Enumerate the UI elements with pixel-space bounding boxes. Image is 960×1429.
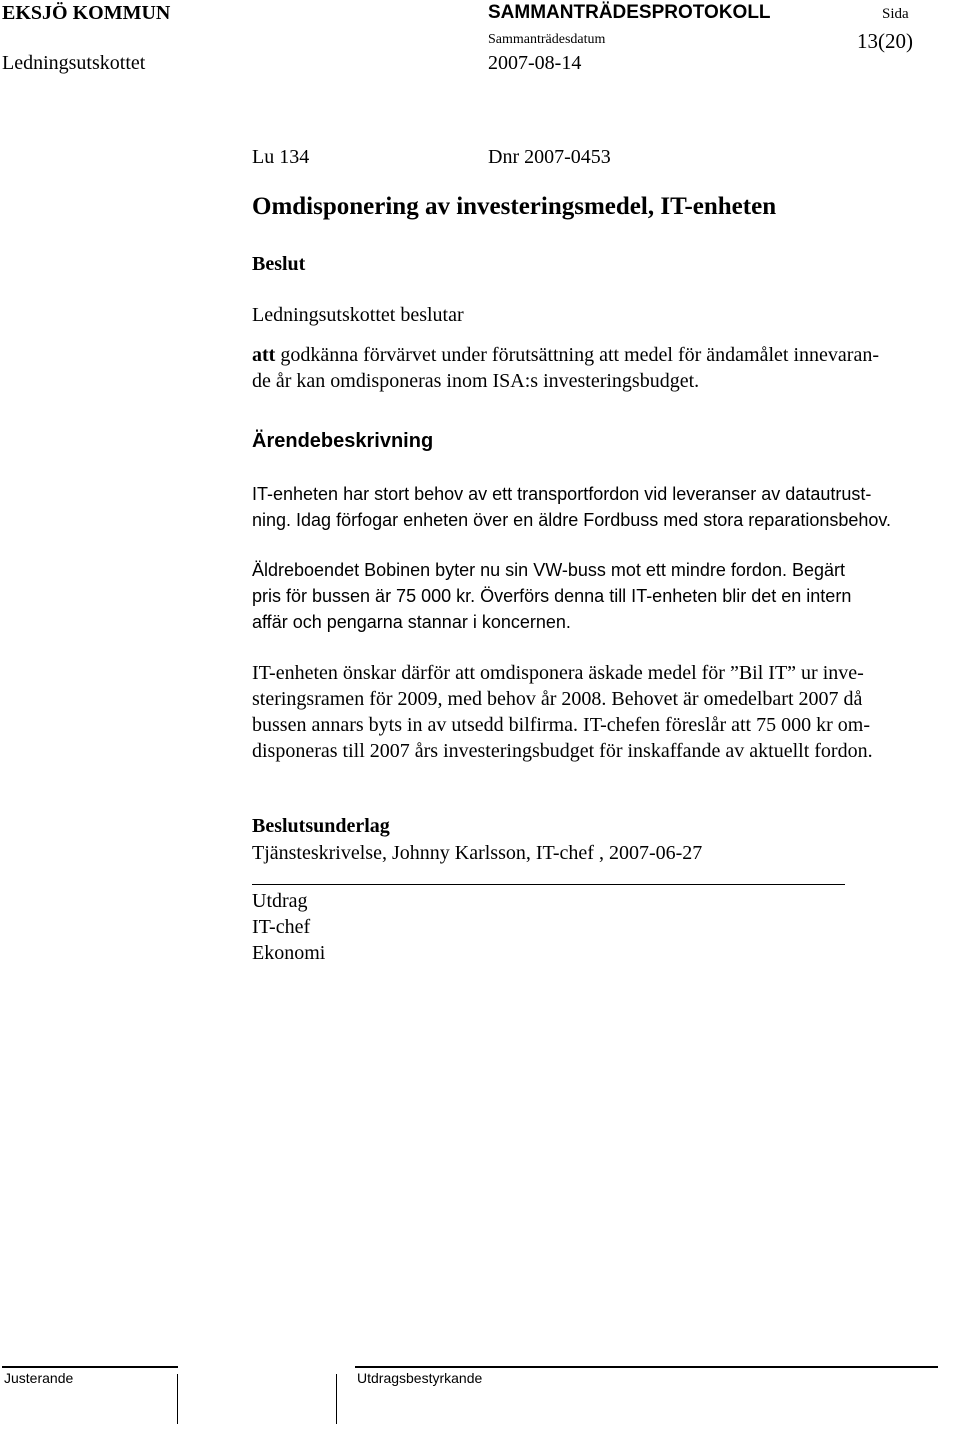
text-line: steringsramen för 2009, med behov år 2008. Behovet är omedelbart 2007 då (252, 688, 863, 710)
organization-name: EKSJÖ KOMMUN (2, 2, 171, 24)
request-paragraph (252, 660, 952, 764)
justify-label: Justerande (4, 1370, 74, 1386)
text-line: IT-enheten önskar därför att omdisponera äskade medel för ”Bil IT” ur inve- (252, 662, 864, 684)
distribution-item: Ekonomi (252, 942, 326, 964)
basis-heading: Beslutsunderlag (252, 815, 390, 837)
item-title: Omdisponering av investeringsmedel, IT-enheten (252, 193, 777, 220)
page-label: Sida (882, 6, 909, 22)
text-line: Äldreboendet Bobinen byter nu sin VW-buss mot ett mindre fordon. Begärt (252, 560, 845, 580)
basis-text: Tjänsteskrivelse, Johnny Karlsson, IT-chef , 2007-06-27 (252, 842, 703, 864)
distribution-list (252, 888, 952, 966)
footer-rule-left (2, 1366, 178, 1368)
decision-heading: Beslut (252, 253, 306, 275)
decision-att: att (252, 344, 276, 366)
text-line: ning. Idag förfogar enheten över en äldre Fordbuss med stora reparationsbehov. (252, 510, 892, 530)
footer-divider (177, 1374, 178, 1424)
page-number: 13(20) (857, 29, 913, 53)
paragraph-reference: Lu 134 (252, 146, 310, 168)
extract-certifier-label: Utdragsbestyrkande (357, 1370, 483, 1386)
text-line: affär och pengarna stannar i koncernen. (252, 612, 571, 632)
department-name: Ledningsutskottet (2, 52, 146, 74)
decision-intro: Ledningsutskottet beslutar (252, 304, 464, 326)
footer-divider (336, 1374, 337, 1424)
description-heading: Ärendebeskrivning (252, 430, 434, 452)
distribution-rule (252, 884, 845, 885)
diary-number: Dnr 2007-0453 (488, 146, 611, 168)
decision-line1-rest: godkänna förvärvet under förutsättning att medel för ändamålet innevaran- (275, 344, 879, 366)
meeting-date: 2007-08-14 (488, 52, 582, 74)
text-line: bussen annars byts in av utsedd bilfirma. IT-chefen föreslår att 75 000 kr om- (252, 714, 870, 736)
text-line: IT-enheten har stort behov av ett transportfordon vid leveranser av datautrust- (252, 484, 872, 504)
distribution-item: Utdrag (252, 890, 308, 912)
footer-rule-right (355, 1366, 938, 1368)
description-paragraph-1 (252, 481, 952, 533)
meeting-date-label: Sammanträdesdatum (488, 32, 606, 47)
decision-line: de år kan omdisponeras inom ISA:s investeringsbudget. (252, 370, 700, 392)
text-line: disponeras till 2007 års investeringsbudget för inskaffande av aktuellt fordon. (252, 740, 873, 762)
description-paragraph-2 (252, 557, 952, 635)
distribution-item: IT-chef (252, 916, 311, 938)
decision-line (252, 342, 952, 368)
document-type: SAMMANTRÄDESPROTOKOLL (488, 2, 771, 23)
text-line: pris för bussen är 75 000 kr. Överförs denna till IT-enheten blir det en intern (252, 586, 852, 606)
decision-text (252, 342, 952, 394)
